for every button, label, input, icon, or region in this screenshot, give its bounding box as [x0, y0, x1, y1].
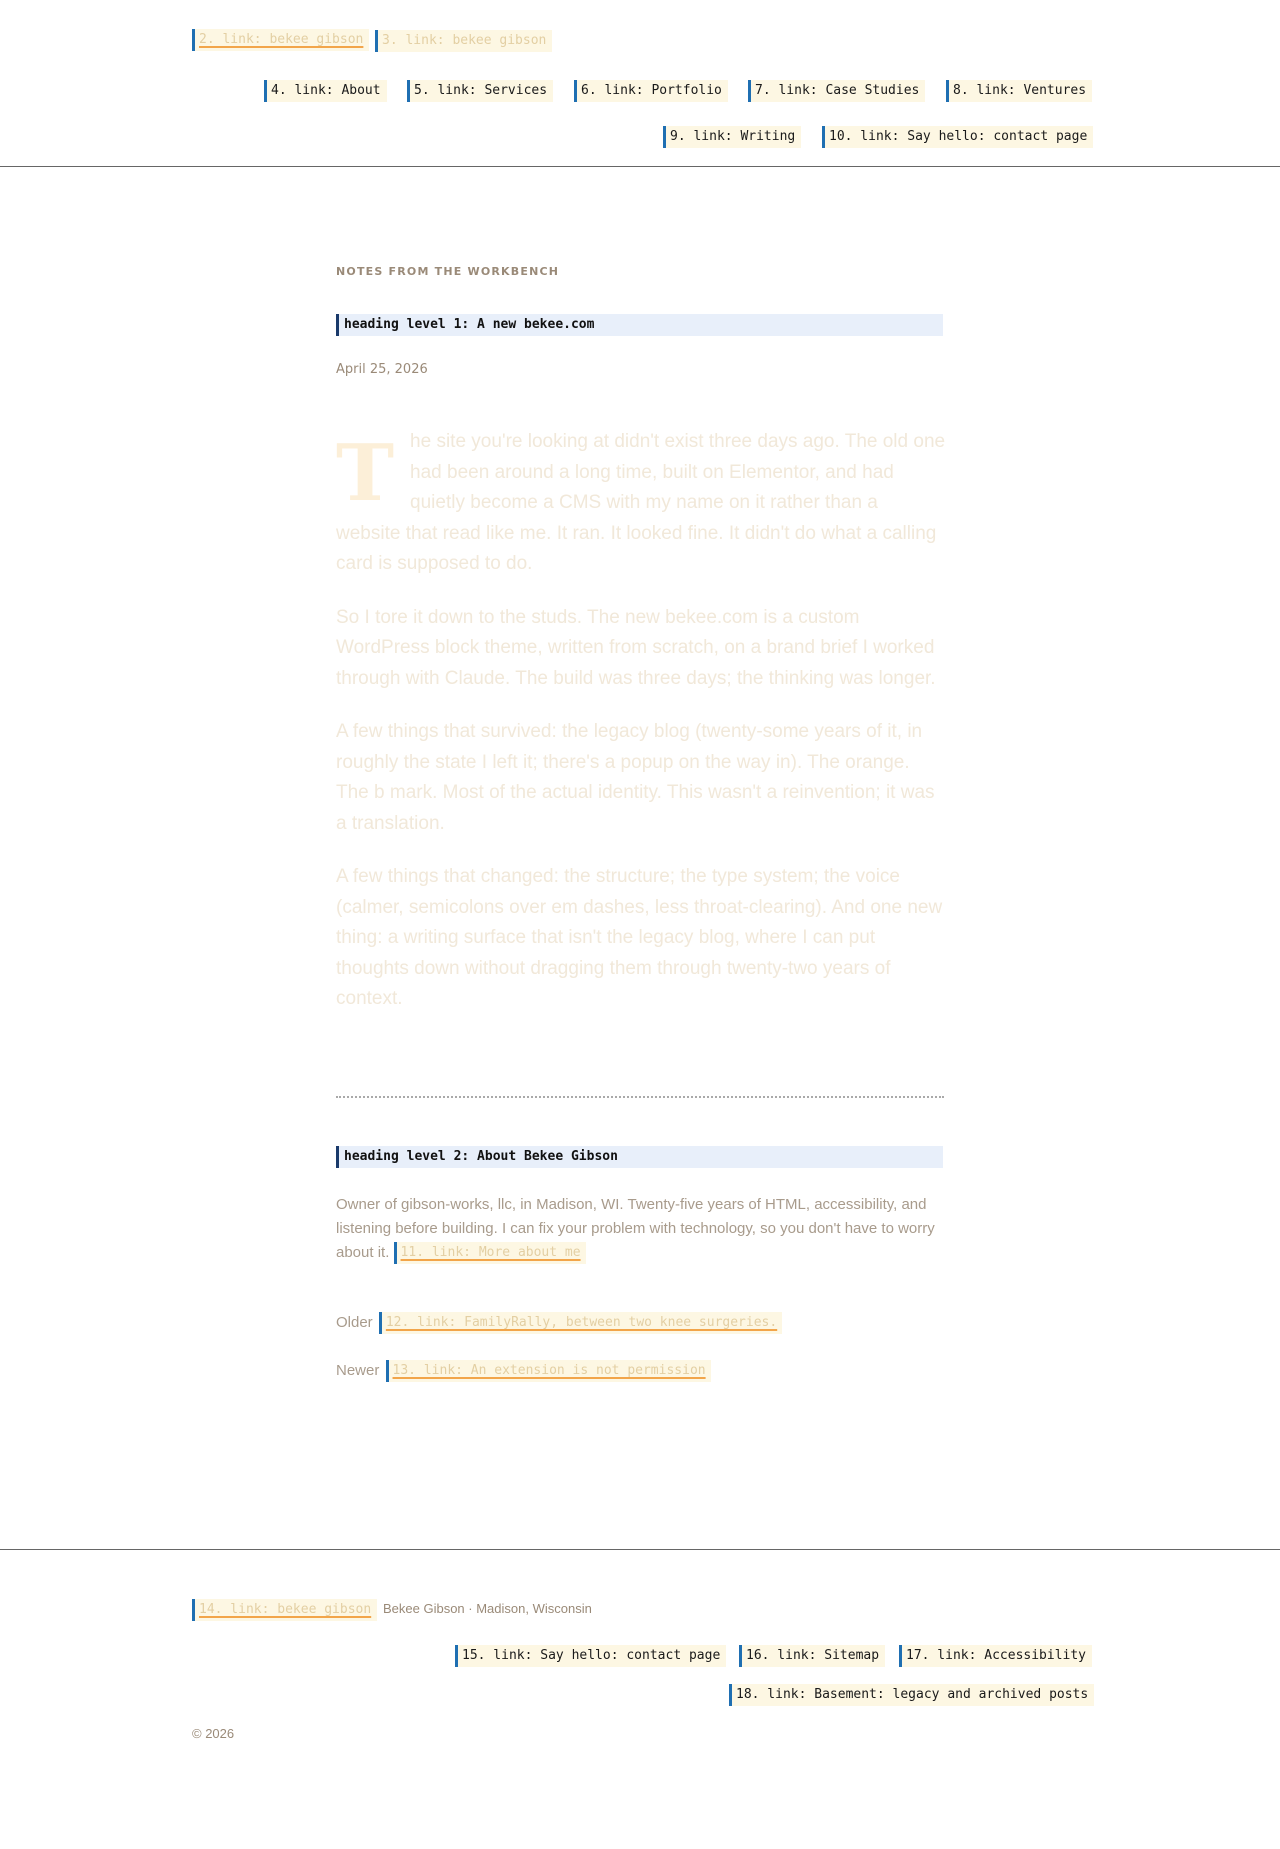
footer-meta: Bekee Gibson · Madison, Wisconsin — [383, 1601, 592, 1616]
nav-link-about[interactable]: 4. link: About — [264, 80, 387, 102]
footer-link-accessibility[interactable]: 17. link: Accessibility — [899, 1645, 1092, 1667]
footer-link-contact[interactable]: 15. link: Say hello: contact page — [455, 1645, 726, 1667]
nav-link-services[interactable]: 5. link: Services — [407, 80, 553, 102]
post-eyebrow: NOTES FROM THE WORKBENCH — [336, 265, 560, 278]
drop-cap: T — [336, 428, 395, 519]
newer-post-link[interactable]: 13. link: An extension is not permission — [386, 1360, 711, 1382]
author-bio — [336, 1193, 946, 1265]
logo-link-secondary[interactable]: 3. link: bekee gibson — [375, 30, 552, 52]
post-date: April 25, 2026 — [336, 362, 428, 377]
post-paragraph: A few things that changed: the structure; the type system; the voice (calmer, semicolons over em dashes, less throat-clearing). And one new thing: a writing surface that isn't the legacy blog, where I can put thoughts down without dragging them through twenty-two years of context. — [336, 866, 943, 1009]
newer-label: Newer — [336, 1362, 380, 1380]
header-divider — [0, 166, 1280, 167]
author-bio-text: Owner of gibson-works, llc, in Madison, WI. Twenty-five years of HTML, accessibility, and listening before building. I can fix your problem with technology, so you don't have to worry about it. — [336, 1196, 935, 1261]
post-title: heading level 1: A new bekee.com — [336, 314, 943, 336]
footer-link-sitemap[interactable]: 16. link: Sitemap — [739, 1645, 885, 1667]
footer-divider — [0, 1549, 1280, 1550]
footer-link-basement[interactable]: 18. link: Basement: legacy and archived posts — [729, 1684, 1094, 1706]
older-post-link[interactable]: 12. link: FamilyRally, between two knee surgeries. — [379, 1312, 782, 1334]
logo-link[interactable]: 2. link: bekee gibson — [192, 29, 369, 51]
nav-link-writing[interactable]: 9. link: Writing — [663, 126, 801, 148]
nav-link-case-studies[interactable]: 7. link: Case Studies — [748, 80, 925, 102]
newer-post-row — [336, 1360, 711, 1382]
nav-link-portfolio[interactable]: 6. link: Portfolio — [574, 80, 728, 102]
post-paragraph: So I tore it down to the studs. The new bekee.com is a custom WordPress block theme, written from scratch, on a brand brief I worked through with Claude. The build was three days; the thinking was longer. — [336, 606, 936, 689]
author-heading: heading level 2: About Bekee Gibson — [336, 1146, 943, 1168]
older-label: Older — [336, 1314, 373, 1332]
footer-logo-link[interactable]: 14. link: bekee gibson — [192, 1599, 377, 1621]
nav-link-ventures[interactable]: 8. link: Ventures — [946, 80, 1092, 102]
post-body — [336, 427, 946, 1038]
older-post-row — [336, 1312, 782, 1334]
post-paragraph: A few things that survived: the legacy blog (twenty-some years of it, in roughly the state I left it; there's a popup on the way in). The orange. The b mark. Most of the actual identity. This wasn't a reinvention; it was a translation. — [336, 721, 935, 834]
section-divider — [336, 1096, 944, 1098]
more-about-me-link[interactable]: 11. link: More about me — [394, 1242, 586, 1264]
copyright: © 2026 — [192, 1726, 235, 1741]
post-paragraph: The site you're looking at didn't exist three days ago. The old one had been around a long time, built on Elementor, and had quietly become a CMS with my name on it rather than a website that read like me. It ran. It looked fine. It didn't do what a calling card is supposed to do. — [336, 428, 946, 574]
nav-link-contact[interactable]: 10. link: Say hello: contact page — [822, 126, 1093, 148]
